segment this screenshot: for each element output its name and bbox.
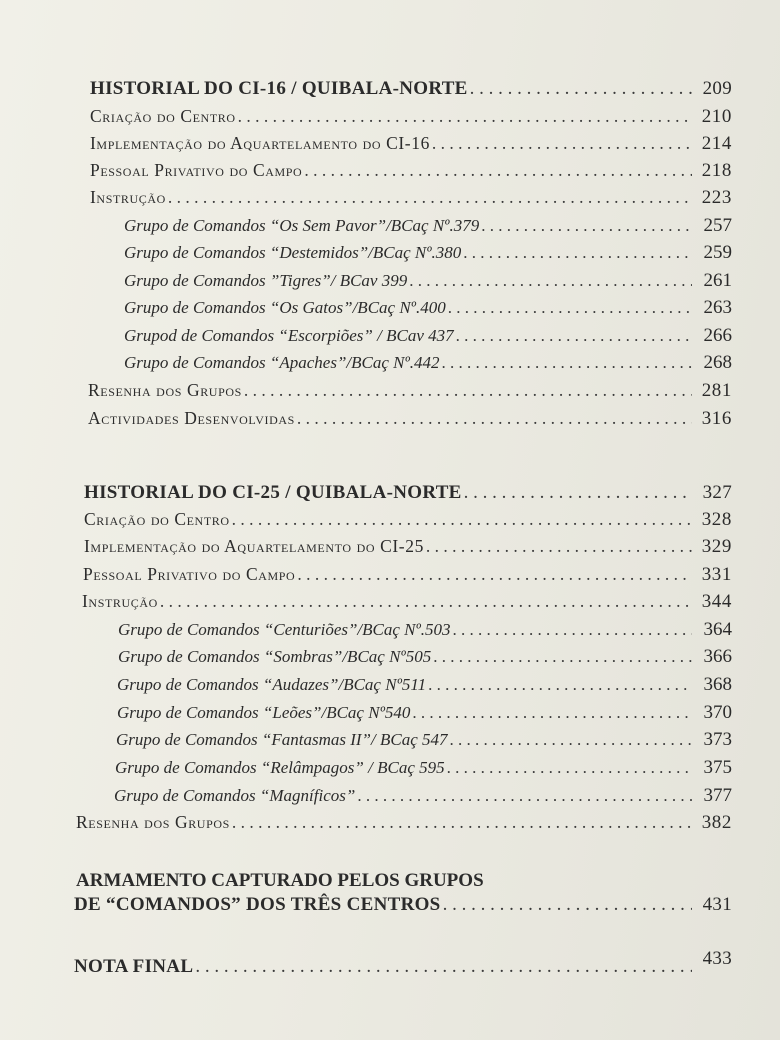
dot-leader bbox=[355, 786, 692, 806]
entry-label: Grupod de Comandos “Escorpiões” / BCav 437 bbox=[124, 326, 454, 345]
page-number: 316 bbox=[701, 408, 732, 429]
page-number: 344 bbox=[701, 591, 732, 612]
toc-subentry bbox=[114, 785, 732, 807]
page-number: 377 bbox=[703, 785, 732, 806]
dot-leader bbox=[236, 106, 692, 127]
dot-leader bbox=[468, 78, 692, 100]
heading-text: NOTA FINAL bbox=[74, 956, 194, 977]
dot-leader bbox=[158, 591, 692, 612]
entry-label: Grupo de Comandos “Magníficos” bbox=[114, 786, 356, 805]
page-number: 364 bbox=[703, 619, 732, 640]
dot-leader bbox=[451, 620, 692, 640]
toc-subentry bbox=[124, 297, 732, 319]
dot-leader bbox=[454, 326, 692, 346]
page-number: 329 bbox=[701, 536, 732, 557]
page-number: 261 bbox=[703, 270, 732, 291]
dot-leader bbox=[445, 758, 692, 778]
dot-leader bbox=[302, 160, 692, 181]
entry-label: Grupo de Comandos “Apaches”/BCaç Nº.442 bbox=[124, 353, 440, 372]
dot-leader bbox=[479, 216, 692, 236]
dot-leader bbox=[410, 703, 692, 723]
page-number: 281 bbox=[701, 380, 732, 401]
toc-entry bbox=[90, 133, 732, 155]
page-number: 266 bbox=[703, 325, 732, 346]
page-number: 257 bbox=[703, 215, 732, 236]
toc-entry bbox=[84, 509, 732, 531]
toc-subentry bbox=[117, 702, 732, 724]
entry-label: Actividades Desenvolvidas bbox=[88, 408, 295, 428]
page-number: 218 bbox=[701, 160, 732, 181]
dot-leader bbox=[242, 380, 692, 401]
toc-subentry bbox=[118, 619, 732, 641]
page-number: 331 bbox=[701, 564, 732, 585]
dot-leader bbox=[446, 298, 692, 318]
entry-label: Pessoal Privativo do Campo bbox=[90, 160, 303, 180]
page-number: 209 bbox=[702, 78, 732, 99]
heading-text: DE “COMANDOS” DOS TRÊS CENTROS bbox=[74, 894, 441, 915]
toc-subentry bbox=[124, 215, 732, 237]
dot-leader bbox=[461, 243, 692, 263]
entry-label: Grupo de Comandos “Centuriões”/BCaç Nº.503 bbox=[118, 620, 451, 639]
page-number: 431 bbox=[702, 894, 732, 915]
page-number: 223 bbox=[701, 187, 732, 208]
dot-leader bbox=[424, 536, 692, 557]
dot-leader bbox=[166, 187, 692, 208]
entry-label: Grupo de Comandos “Sombras”/BCaç Nº505 bbox=[118, 647, 432, 666]
toc-entry bbox=[84, 536, 732, 558]
toc-entry bbox=[88, 380, 732, 402]
page-number: 433 bbox=[702, 948, 732, 969]
toc-subentry bbox=[124, 325, 732, 347]
page-number: 327 bbox=[702, 482, 732, 503]
toc-heading-ci16 bbox=[90, 78, 732, 100]
page-number: 382 bbox=[701, 812, 732, 833]
page-number: 210 bbox=[701, 106, 732, 127]
dot-leader bbox=[426, 675, 692, 695]
toc-entry bbox=[90, 106, 732, 128]
entry-label: Instrução bbox=[82, 591, 158, 611]
toc-entry bbox=[76, 812, 732, 834]
dot-leader bbox=[448, 730, 692, 750]
toc-subentry bbox=[117, 674, 732, 696]
toc-heading-armamento-line2 bbox=[74, 894, 732, 916]
toc-heading-nota-final bbox=[74, 948, 732, 978]
entry-label: Implementação do Aquartelamento do CI-25 bbox=[84, 536, 424, 556]
entry-label: Resenha dos Grupos bbox=[88, 380, 242, 400]
dot-leader bbox=[430, 133, 692, 154]
toc-entry bbox=[88, 408, 732, 430]
toc-entry bbox=[90, 187, 732, 209]
page-number: 370 bbox=[703, 702, 732, 723]
dot-leader bbox=[441, 894, 692, 916]
entry-label: Grupo de Comandos “Os Gatos”/BCaç Nº.400 bbox=[124, 298, 446, 317]
dot-leader bbox=[230, 509, 692, 530]
page-number: 373 bbox=[703, 729, 732, 750]
entry-label: Grupo de Comandos “Destemidos”/BCaç Nº.380 bbox=[124, 243, 462, 262]
dot-leader bbox=[295, 564, 692, 585]
toc-entry bbox=[90, 160, 732, 182]
heading-text: ARMAMENTO CAPTURADO PELOS GRUPOS bbox=[76, 870, 484, 891]
entry-label: Pessoal Privativo do Campo bbox=[83, 564, 296, 584]
heading-text: HISTORIAL DO CI-25 / QUIBALA-NORTE bbox=[84, 482, 462, 503]
page-number: 375 bbox=[703, 757, 732, 778]
entry-label: Resenha dos Grupos bbox=[76, 812, 230, 832]
entry-label: Implementação do Aquartelamento do CI-16 bbox=[90, 133, 430, 153]
toc-subentry bbox=[115, 757, 732, 779]
toc-subentry bbox=[124, 270, 732, 292]
toc-entry bbox=[83, 564, 732, 586]
page-number: 268 bbox=[703, 352, 732, 373]
dot-leader bbox=[193, 956, 692, 978]
page-number: 368 bbox=[703, 674, 732, 695]
entry-label: Criação do Centro bbox=[90, 106, 236, 126]
entry-label: Grupo de Comandos “Audazes”/BCaç Nº511 bbox=[117, 675, 427, 694]
toc-subentry bbox=[116, 729, 732, 751]
entry-label: Criação do Centro bbox=[84, 509, 230, 529]
entry-label: Instrução bbox=[90, 187, 166, 207]
entry-label: Grupo de Comandos “Leões”/BCaç Nº540 bbox=[117, 703, 411, 722]
entry-label: Grupo de Comandos ”Tigres”/ BCav 399 bbox=[124, 271, 408, 290]
entry-label: Grupo de Comandos “Relâmpagos” / BCaç 595 bbox=[115, 758, 445, 777]
page-number: 328 bbox=[701, 509, 732, 530]
toc-heading-ci25 bbox=[84, 482, 732, 504]
toc-subentry bbox=[124, 352, 732, 374]
toc-entry bbox=[82, 591, 732, 613]
toc-heading-armamento-line1 bbox=[76, 866, 484, 896]
dot-leader bbox=[230, 812, 692, 833]
entry-label: Grupo de Comandos “Os Sem Pavor”/BCaç Nº.379 bbox=[124, 216, 480, 235]
page-number: 259 bbox=[703, 242, 732, 263]
heading-text: HISTORIAL DO CI-16 / QUIBALA-NORTE bbox=[90, 78, 468, 99]
toc-subentry bbox=[118, 646, 732, 668]
page-number: 366 bbox=[703, 646, 732, 667]
dot-leader bbox=[440, 353, 692, 373]
dot-leader bbox=[295, 408, 692, 429]
page-number: 263 bbox=[703, 297, 732, 318]
entry-label: Grupo de Comandos “Fantasmas II”/ BCaç 547 bbox=[116, 730, 448, 749]
toc-subentry bbox=[124, 242, 732, 264]
dot-leader bbox=[462, 482, 692, 504]
dot-leader bbox=[431, 647, 692, 667]
page-number: 214 bbox=[701, 133, 732, 154]
dot-leader bbox=[407, 271, 692, 291]
